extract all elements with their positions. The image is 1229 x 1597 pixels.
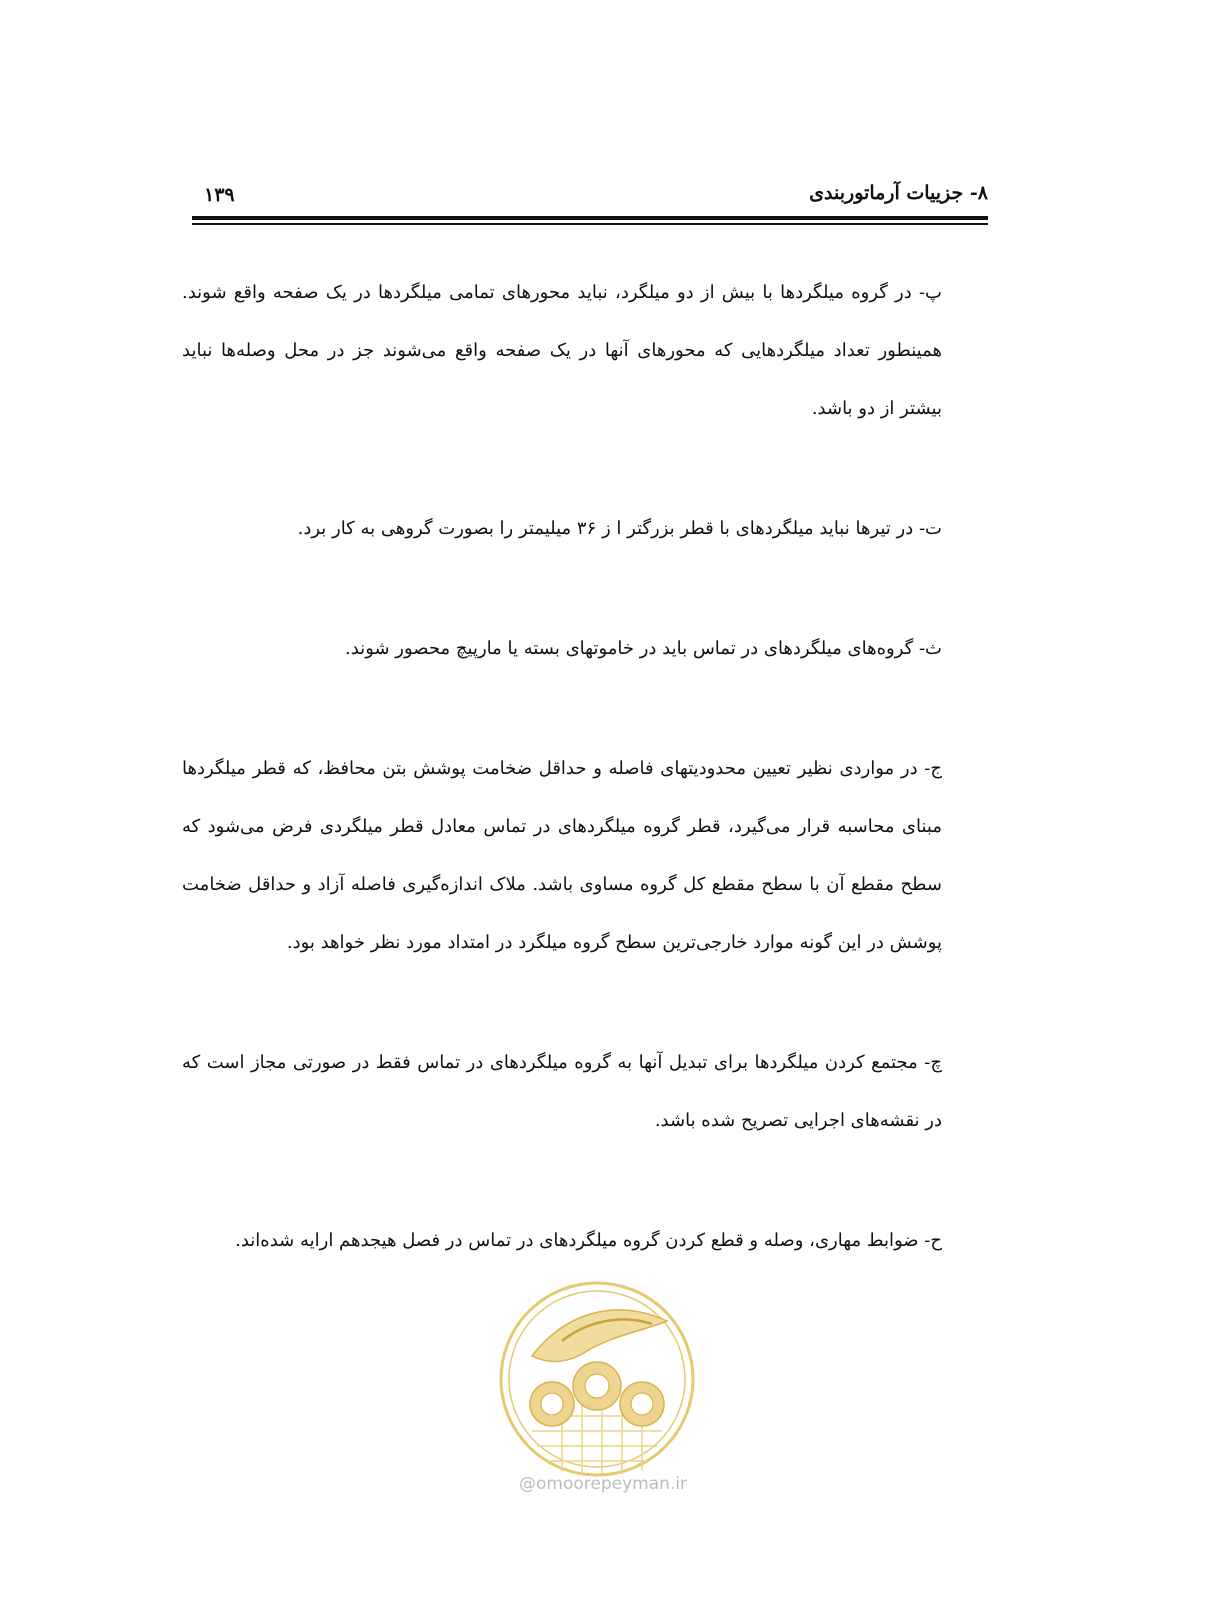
header-rule: [192, 216, 988, 220]
watermark-url: @omoorepeyman.ir: [518, 1474, 688, 1494]
chapter-title: ۸- جزییات آرماتوربندی: [809, 182, 988, 204]
paragraph-pe: پ- در گروه میلگردها با بیش از دو میلگرد، نباید محورهای تمامی میلگردها در یک صفحه واقع شوند. همینطور تعداد میلگردهایی که محورهای آنها در یک صفحه واقع می‌شوند جز در محل وصله‌ها نباید بیشتر از دو باشد.: [182, 282, 942, 419]
paragraph-se: ث- گروه‌های میلگردهای در تماس باید در خاموتهای بسته یا مارپیچ محصور شوند.: [345, 638, 942, 659]
paragraph-che: چ- مجتمع کردن میلگردها برای تبدیل آنها به گروه میلگردهای در تماس فقط در صورتی مجاز است که در نقشه‌های اجرایی تصریح شده باشد.: [182, 1052, 942, 1131]
watermark-logo: [492, 1276, 702, 1482]
page-header: [192, 182, 988, 212]
paragraph-jim: ج- در مواردی نظیر تعیین محدودیتهای فاصله و حداقل ضخامت پوشش بتن محافظ، که قطر میلگردها مبنای محاسبه قرار می‌گیرد، قطر گروه میلگردهای در تماس معادل قطر میلگردی فرض می‌شود که سطح مقطع آن با سطح مقطع کل گروه مساوی باشد. ملاک اندازه‌گیری فاصله آزاد و حداقل ضخامت پوشش در این گونه موارد خارجی‌ترین سطح گروه میلگرد در امتداد مورد نظر خواهد بود.: [182, 758, 942, 953]
page-body: [182, 264, 942, 1270]
paragraph-he: ح- ضوابط مهاری، وصله و قطع کردن گروه میلگردهای در تماس در فصل هیجدهم ارایه شده‌اند.: [235, 1230, 942, 1251]
page-number: ۱۳۹: [204, 184, 235, 206]
paragraph-te: ت- در تیرها نباید میلگردهای با قطر بزرگتر ا ز ۳۶ میلیمتر را بصورت گروهی به کار برد.: [297, 518, 942, 539]
header-rule-thin: [192, 223, 988, 225]
